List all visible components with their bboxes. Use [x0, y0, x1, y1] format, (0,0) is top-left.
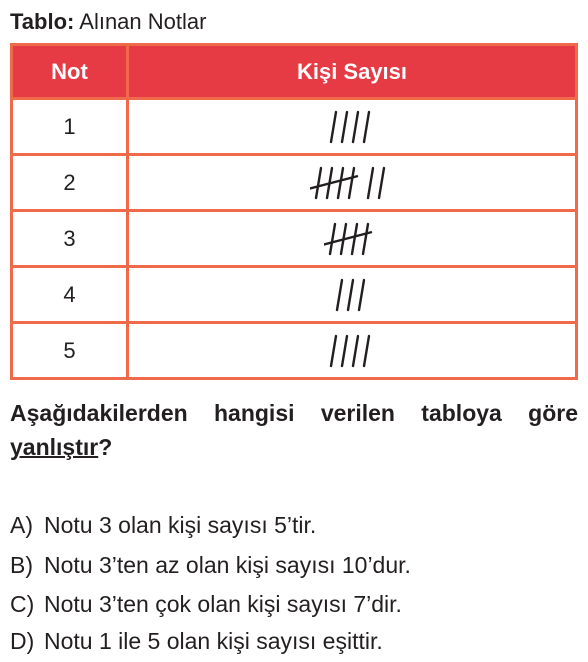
option-text: Notu 1 ile 5 olan kişi sayısı eşittir.	[44, 628, 383, 654]
tally-stroke	[353, 112, 358, 142]
caption-label: Tablo:	[10, 9, 75, 34]
cell-not: 4	[12, 267, 128, 323]
table-row	[12, 99, 577, 155]
tally-stroke	[363, 224, 368, 254]
question-underlined: yanlıştır	[10, 434, 99, 460]
option-letter: B)	[10, 552, 33, 578]
option-text: Notu 3 olan kişi sayısı 5’tir.	[44, 512, 317, 538]
question-text	[10, 396, 578, 464]
option-b[interactable]	[10, 550, 411, 580]
caption-text: Alınan Notlar	[79, 9, 207, 34]
option-letter: C)	[10, 591, 35, 617]
tally-stroke	[316, 168, 321, 198]
tally-stroke	[353, 336, 358, 366]
tally-stroke	[338, 168, 343, 198]
question-part1: Aşağıdakilerden hangisi verilen tabloya göre	[10, 400, 578, 426]
table-row	[12, 211, 577, 267]
tally-stroke	[342, 336, 347, 366]
tally-marks	[331, 276, 374, 314]
tally-stroke	[352, 224, 357, 254]
table-header-row	[12, 45, 577, 99]
tally-marks	[324, 220, 380, 258]
tally-stroke	[364, 112, 369, 142]
option-c[interactable]	[10, 589, 402, 619]
cell-not: 1	[12, 99, 128, 155]
header-kisi-sayisi: Kişi Sayısı	[128, 45, 577, 99]
table-caption	[10, 8, 206, 36]
tally-stroke	[379, 168, 384, 198]
cell-not: 2	[12, 155, 128, 211]
tally-mark	[128, 99, 577, 155]
option-text: Notu 3’ten çok olan kişi sayısı 7’dir.	[44, 591, 402, 617]
tally-stroke	[359, 280, 364, 310]
tally-stroke	[349, 168, 354, 198]
tally-mark	[128, 323, 577, 379]
option-text: Notu 3’ten az olan kişi sayısı 10’dur.	[44, 552, 411, 578]
tally-stroke	[331, 336, 336, 366]
tally-marks	[325, 108, 379, 146]
option-d[interactable]	[10, 626, 383, 656]
tally-table	[10, 43, 578, 380]
header-not: Not	[12, 45, 128, 99]
table-row	[12, 155, 577, 211]
tally-stroke	[364, 336, 369, 366]
option-letter: A)	[10, 512, 33, 538]
tally-stroke	[337, 280, 342, 310]
tally-stroke	[368, 168, 373, 198]
question-part2: ?	[98, 434, 113, 460]
cell-not: 5	[12, 323, 128, 379]
tally-mark	[128, 155, 577, 211]
tally-stroke	[330, 224, 335, 254]
cell-not: 3	[12, 211, 128, 267]
tally-stroke	[331, 112, 336, 142]
tally-marks	[325, 332, 379, 370]
option-letter: D)	[10, 628, 35, 654]
table-row	[12, 267, 577, 323]
table-row	[12, 323, 577, 379]
tally-stroke	[348, 280, 353, 310]
option-a[interactable]	[10, 510, 316, 540]
tally-stroke	[342, 112, 347, 142]
tally-marks	[310, 164, 394, 202]
tally-mark	[128, 267, 577, 323]
tally-mark	[128, 211, 577, 267]
